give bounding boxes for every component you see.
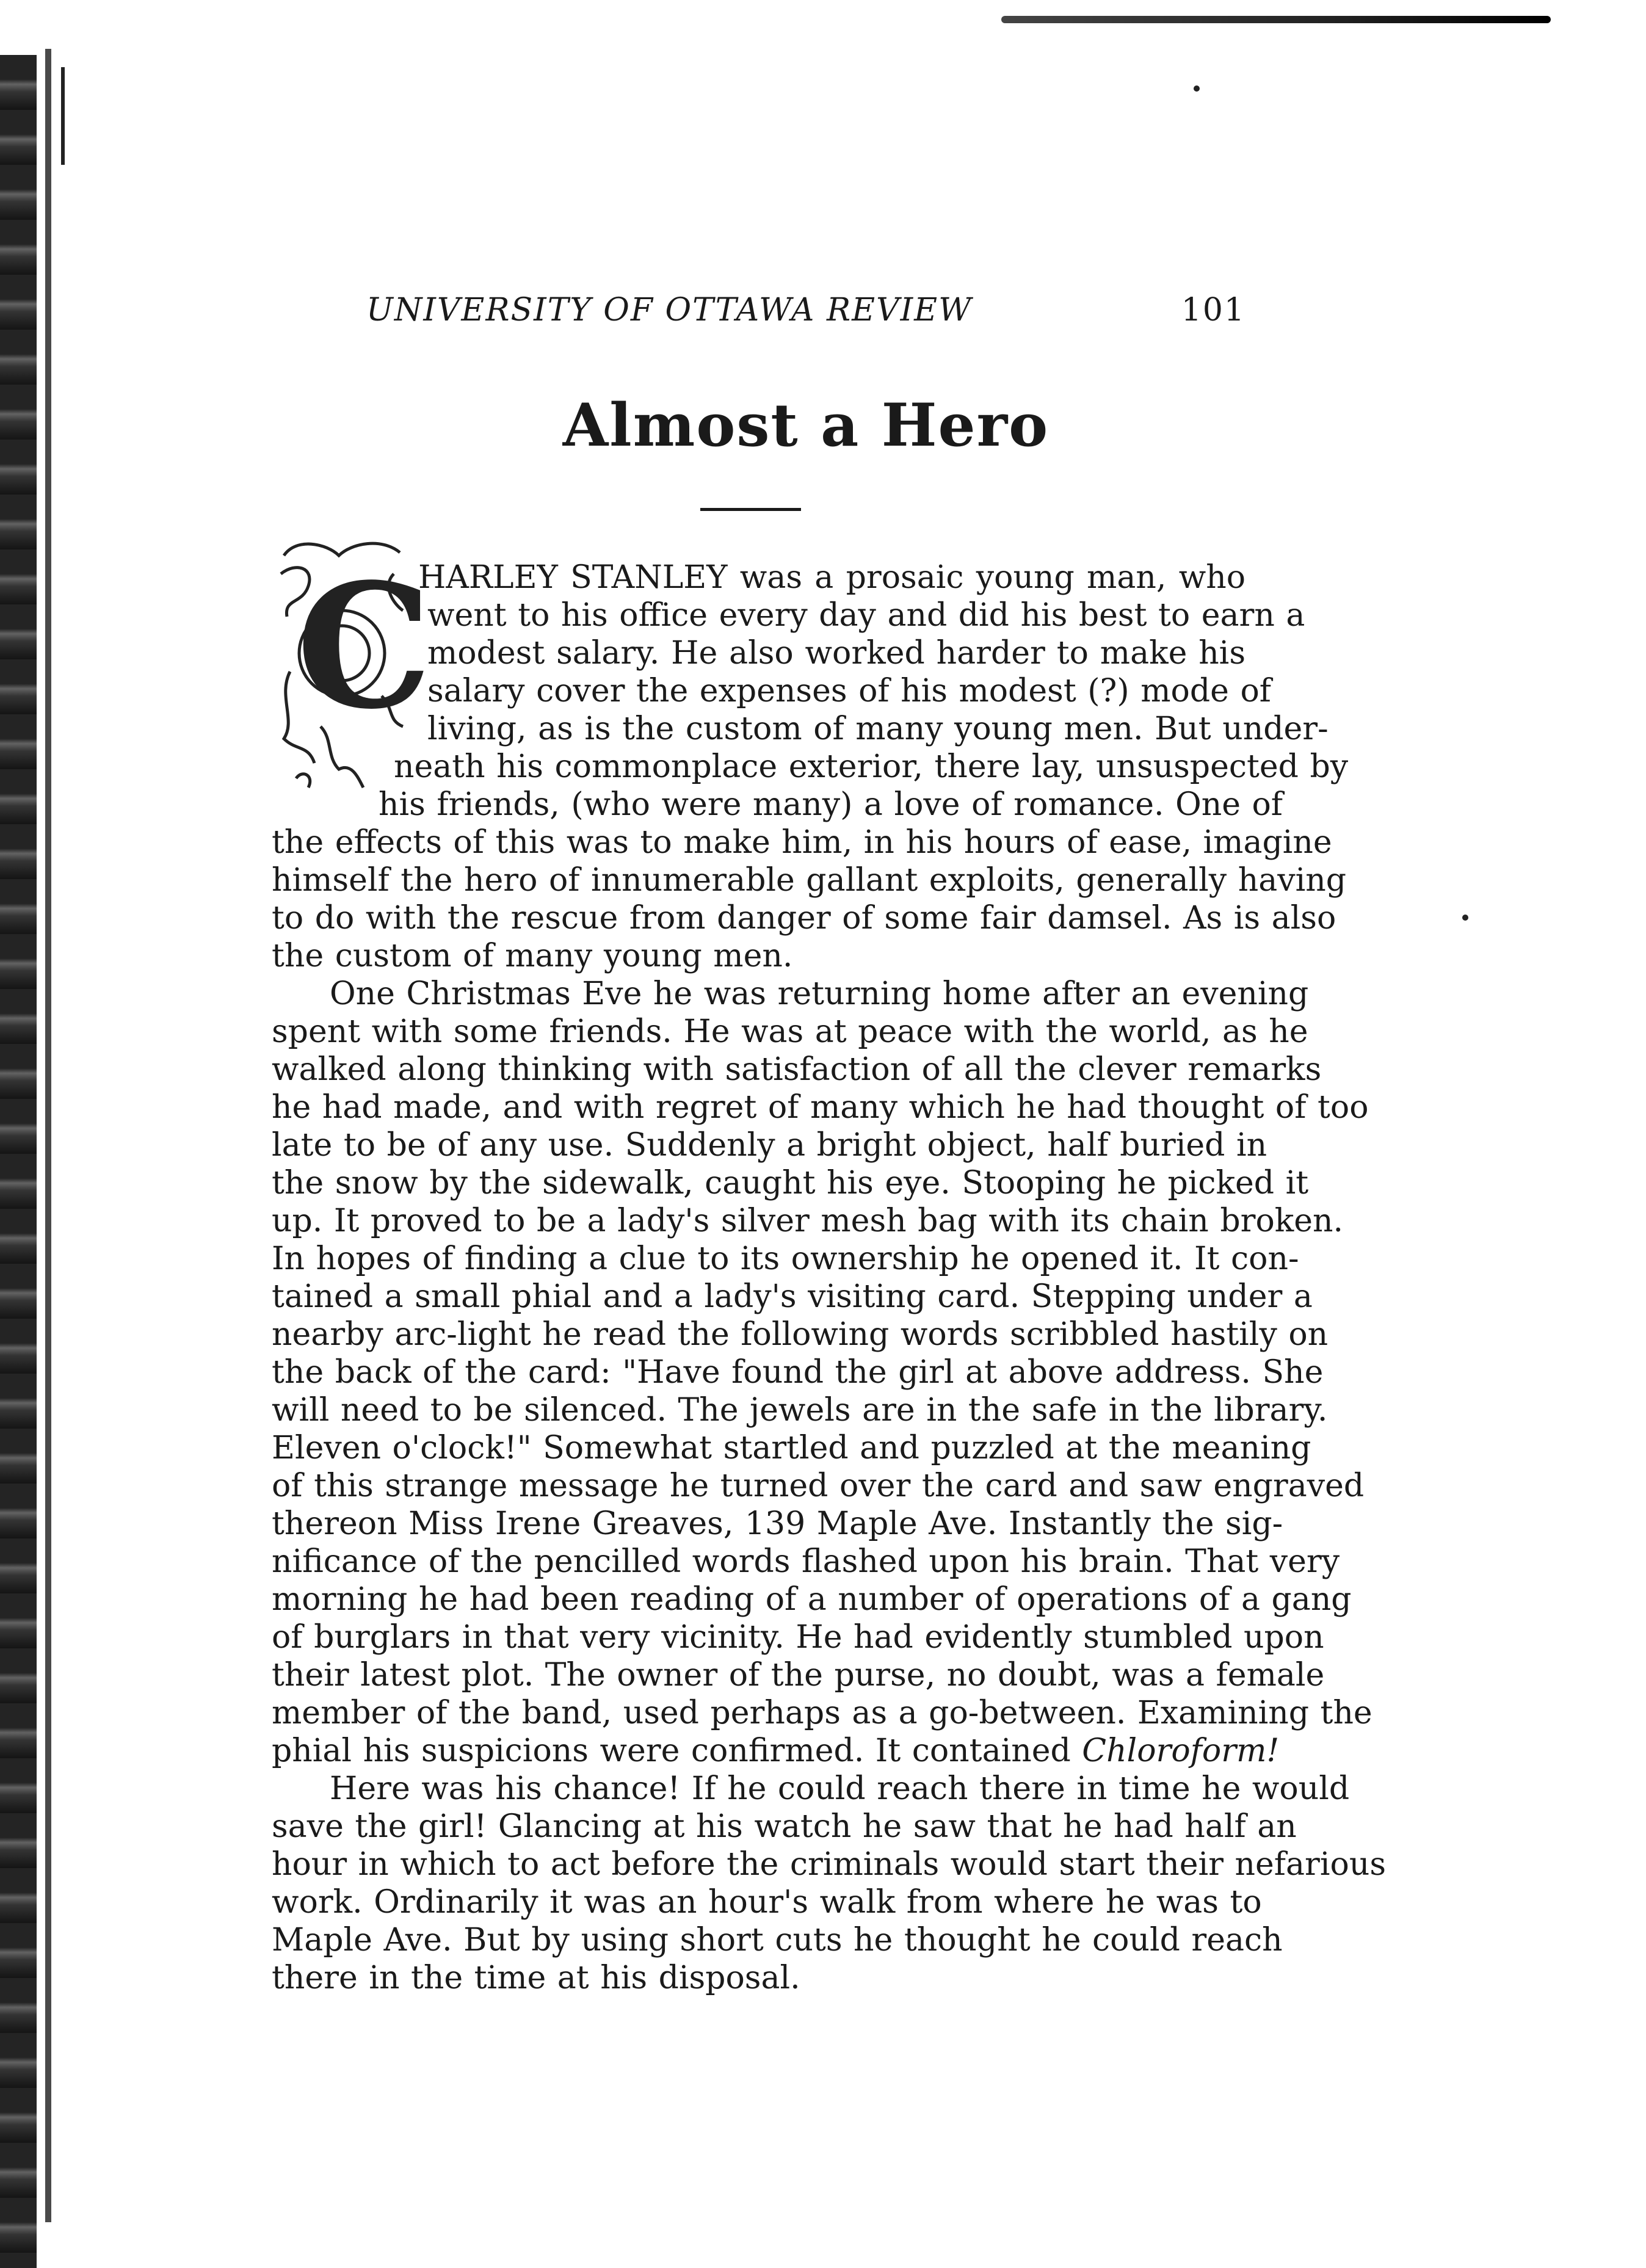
text-line-final — [272, 1732, 1280, 1770]
text-line: morning he had been reading of a number of operations of a gang — [272, 1581, 1352, 1618]
text-line: nificance of the pencilled words flashed upon his brain. That very — [272, 1543, 1340, 1580]
text-line: himself the hero of innumerable gallant exploits, generally having — [272, 862, 1346, 899]
text-line: the snow by the sidewalk, caught his eye. Stooping he picked it — [272, 1165, 1309, 1201]
text-line: nearby arc-light he read the following words scribbled hastily on — [272, 1316, 1329, 1353]
text-line: the custom of many young men. — [272, 938, 793, 974]
italic-word: Chloroform! — [1082, 1733, 1280, 1769]
text-line: of this strange message he turned over the card and saw engraved — [272, 1468, 1365, 1504]
text-line: In hopes of finding a clue to its ownership he opened it. It con- — [272, 1241, 1299, 1277]
dropcap-letter: C — [296, 546, 432, 747]
text-line: save the girl! Glancing at his watch he saw that he had half an — [272, 1808, 1297, 1845]
text-line: HARLEY STANLEY was a prosaic young man, who — [418, 559, 1245, 596]
text-line: to do with the rescue from danger of some fair damsel. As is also — [272, 900, 1336, 937]
text-line: will need to be silenced. The jewels are in the safe in the library. — [272, 1392, 1328, 1429]
text-line: Eleven o'clock!" Somewhat startled and puzzled at the meaning — [272, 1430, 1311, 1466]
text-line: hour in which to act before the criminals would start their nefarious — [272, 1846, 1387, 1883]
text-line: his friends, (who were many) a love of romance. One of — [379, 786, 1283, 823]
journal-title: UNIVERSITY OF OTTAWA REVIEW — [366, 292, 973, 328]
page-number: 101 — [1181, 292, 1245, 328]
text-line: tained a small phial and a lady's visiting card. Stepping under a — [272, 1278, 1313, 1315]
text-line: of burglars in that very vicinity. He had evidently stumbled upon — [272, 1619, 1324, 1656]
text-line: the back of the card: "Have found the girl at above address. She — [272, 1354, 1324, 1391]
text-line: the effects of this was to make him, in his hours of ease, imagine — [272, 824, 1332, 861]
text-line: phial his suspicions were confirmed. It contained — [272, 1733, 1071, 1769]
text-line: spent with some friends. He was at peace with the world, as he — [272, 1013, 1308, 1050]
text-line: he had made, and with regret of many which he had thought of too — [272, 1089, 1369, 1126]
text-line: thereon Miss Irene Greaves, 139 Maple Ave. Instantly the sig- — [272, 1505, 1283, 1542]
text-line: Maple Ave. But by using short cuts he thought he could reach — [272, 1922, 1283, 1958]
text-line: walked along thinking with satisfaction of all the clever remarks — [272, 1051, 1322, 1088]
article-title: Almost a Hero — [562, 391, 1050, 460]
text-line: up. It proved to be a lady's silver mesh bag with its chain broken. — [272, 1203, 1344, 1239]
text-line: living, as is the custom of many young men. But under- — [427, 711, 1329, 747]
text-line: their latest plot. The owner of the purse, no doubt, was a female — [272, 1657, 1325, 1694]
text-line: neath his commonplace exterior, there lay, unsuspected by — [394, 748, 1349, 785]
text-line: work. Ordinarily it was an hour's walk from where he was to — [272, 1884, 1262, 1921]
text-line: late to be of any use. Suddenly a bright object, half buried in — [272, 1127, 1267, 1164]
text-line: Here was his chance! If he could reach there in time he would — [330, 1770, 1350, 1807]
text-line: salary cover the expenses of his modest (?) mode of — [427, 673, 1272, 709]
text-line: modest salary. He also worked harder to make his — [427, 635, 1245, 672]
text-line: One Christmas Eve he was returning home after an evening — [330, 976, 1309, 1012]
text-line: there in the time at his disposal. — [272, 1960, 800, 1996]
text-line: member of the band, used perhaps as a go-between. Examining the — [272, 1695, 1372, 1731]
text-line: went to his office every day and did his best to earn a — [427, 597, 1305, 634]
